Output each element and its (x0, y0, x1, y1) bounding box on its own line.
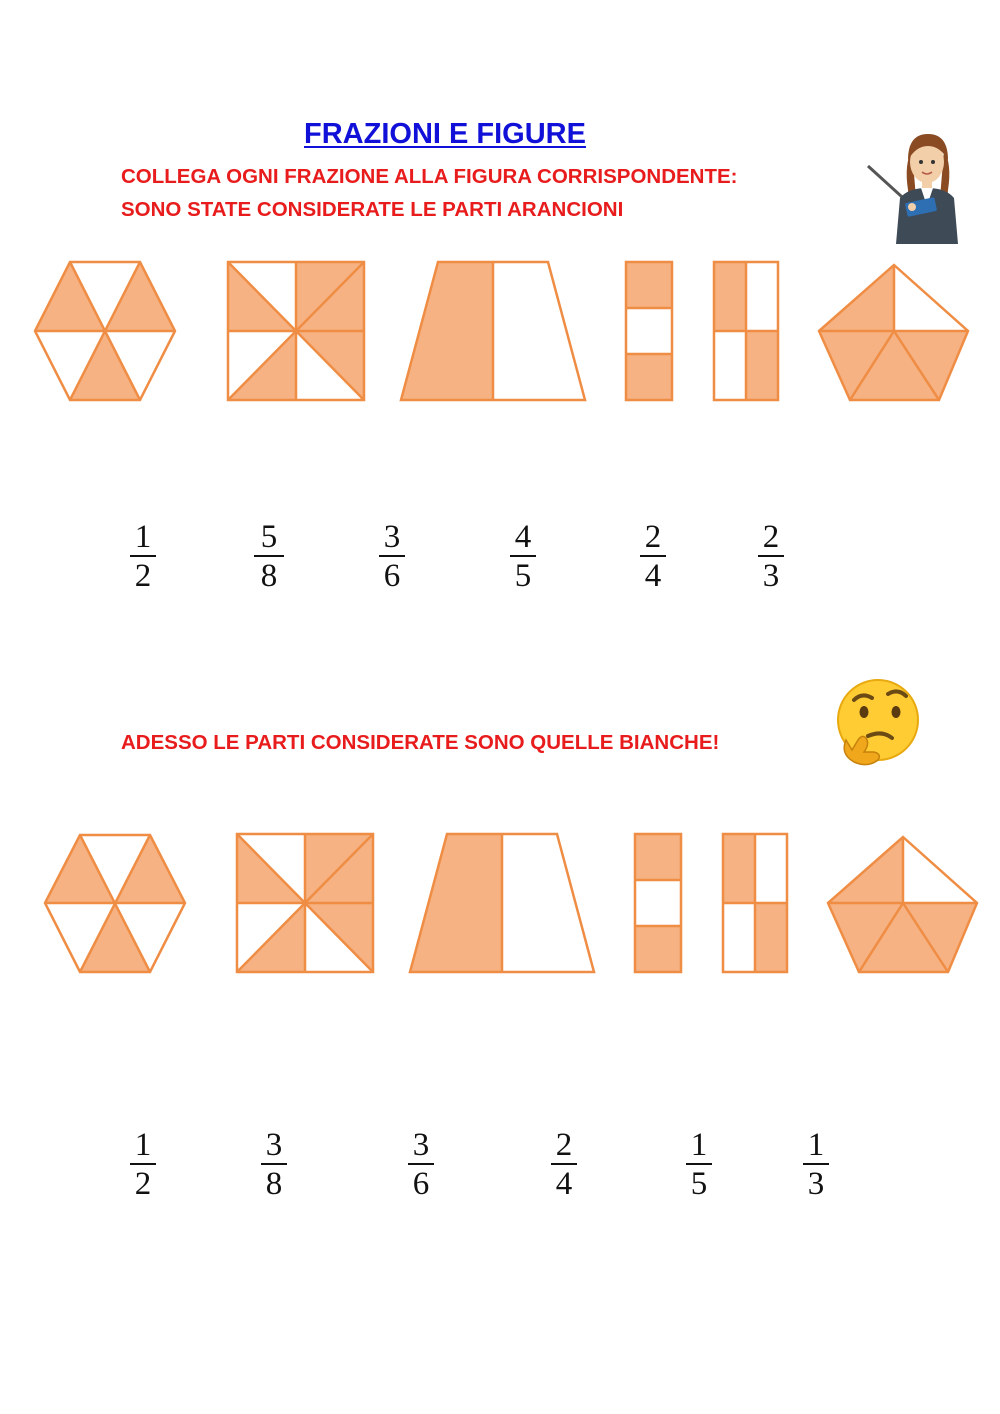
fraction-11[interactable] (669, 1128, 729, 1201)
numerator: 2 (644, 519, 662, 555)
section2-pentagon (828, 837, 977, 972)
denominator: 6 (412, 1166, 430, 1202)
denominator: 4 (555, 1166, 573, 1202)
section1-trapezoid (401, 262, 585, 400)
denominator: 2 (134, 1166, 152, 1202)
fraction-6[interactable] (741, 520, 801, 593)
denominator: 3 (807, 1166, 825, 1202)
numerator: 1 (134, 1127, 152, 1163)
denominator: 6 (383, 558, 401, 594)
denominator: 5 (690, 1166, 708, 1202)
instruction-line-2: SONO STATE CONSIDERATE LE PARTI ARANCIONI (121, 198, 624, 221)
teacher-icon (868, 134, 958, 244)
fraction-bar (130, 1163, 156, 1165)
section2-hexagon (45, 835, 185, 972)
numerator: 2 (555, 1127, 573, 1163)
numerator: 3 (265, 1127, 283, 1163)
fraction-bar (510, 555, 536, 557)
fraction-8[interactable] (244, 1128, 304, 1201)
fraction-bar (686, 1163, 712, 1165)
numerator: 3 (383, 519, 401, 555)
numerator: 2 (762, 519, 780, 555)
fraction-2[interactable] (239, 520, 299, 593)
denominator: 5 (514, 558, 532, 594)
denominator: 4 (644, 558, 662, 594)
section2-rectangle-thirds (635, 834, 681, 972)
fraction-4[interactable] (493, 520, 553, 593)
fraction-12[interactable] (786, 1128, 846, 1201)
fraction-7[interactable] (113, 1128, 173, 1201)
numerator: 1 (807, 1127, 825, 1163)
numerator: 1 (690, 1127, 708, 1163)
fraction-bar (130, 555, 156, 557)
section1-rectangle-quarters (714, 262, 778, 400)
section2-square-eighths (237, 834, 373, 972)
numerator: 4 (514, 519, 532, 555)
section2-rectangle-quarters (723, 834, 787, 972)
numerator: 3 (412, 1127, 430, 1163)
fraction-bar (803, 1163, 829, 1165)
fraction-1[interactable] (113, 520, 173, 593)
fraction-bar (408, 1163, 434, 1165)
fraction-bar (758, 555, 784, 557)
denominator: 8 (265, 1166, 283, 1202)
section1-pentagon (819, 265, 968, 400)
thinking-face-icon (838, 680, 918, 765)
section1-rectangle-thirds (626, 262, 672, 400)
section1-square-eighths (228, 262, 364, 400)
instruction-line-3: ADESSO LE PARTI CONSIDERATE SONO QUELLE BIANCHE! (121, 731, 720, 754)
fraction-3[interactable] (362, 520, 422, 593)
numerator: 1 (134, 519, 152, 555)
fraction-bar (551, 1163, 577, 1165)
fraction-bar (640, 555, 666, 557)
denominator: 2 (134, 558, 152, 594)
denominator: 3 (762, 558, 780, 594)
fraction-9[interactable] (391, 1128, 451, 1201)
instruction-line-1: COLLEGA OGNI FRAZIONE ALLA FIGURA CORRISPONDENTE: (121, 165, 738, 188)
fraction-bar (254, 555, 284, 557)
numerator: 5 (260, 519, 278, 555)
page-title: FRAZIONI E FIGURE (304, 118, 586, 150)
section2-trapezoid (410, 834, 594, 972)
denominator: 8 (260, 558, 278, 594)
section1-hexagon (35, 262, 175, 400)
fraction-5[interactable] (623, 520, 683, 593)
fraction-10[interactable] (534, 1128, 594, 1201)
fraction-bar (261, 1163, 287, 1165)
fraction-bar (379, 555, 405, 557)
